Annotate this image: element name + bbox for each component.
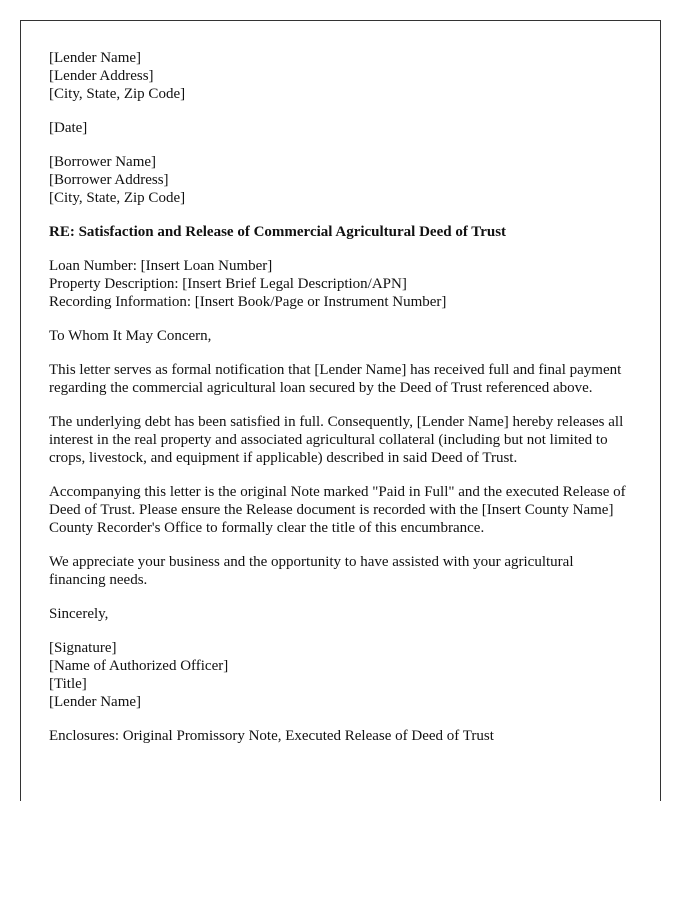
subject-line: RE: Satisfaction and Release of Commercial Agricultural Deed of Trust bbox=[49, 224, 507, 240]
body-paragraph-1: This letter serves as formal notification that [Lender Name] has received full and final payment regarding the commercial agricultural loan secured by the Deed of Trust referenced above. bbox=[49, 362, 622, 396]
borrower-address-block bbox=[49, 153, 632, 207]
signature-block bbox=[49, 639, 632, 711]
letter-page bbox=[20, 20, 661, 801]
lender-city-state-zip: [City, State, Zip Code] bbox=[49, 86, 186, 102]
borrower-address: [Borrower Address] bbox=[49, 172, 169, 188]
salutation: To Whom It May Concern, bbox=[49, 328, 212, 344]
officer-title: [Title] bbox=[49, 676, 87, 692]
body-paragraph-4: We appreciate your business and the opportunity to have assisted with your agricultural financing needs. bbox=[49, 554, 574, 588]
enclosures: Enclosures: Original Promissory Note, Executed Release of Deed of Trust bbox=[49, 728, 494, 744]
lender-name: [Lender Name] bbox=[49, 50, 142, 66]
officer-name: [Name of Authorized Officer] bbox=[49, 658, 229, 674]
signature-lender-name: [Lender Name] bbox=[49, 694, 142, 710]
recording-information: Recording Information: [Insert Book/Page or Instrument Number] bbox=[49, 294, 447, 310]
borrower-name: [Borrower Name] bbox=[49, 154, 157, 170]
signature: [Signature] bbox=[49, 640, 117, 656]
borrower-city-state-zip: [City, State, Zip Code] bbox=[49, 190, 186, 206]
lender-address: [Lender Address] bbox=[49, 68, 154, 84]
loan-number: Loan Number: [Insert Loan Number] bbox=[49, 258, 273, 274]
body-paragraph-2: The underlying debt has been satisfied in full. Consequently, [Lender Name] hereby releases all interest in the real property and associated agricultural collateral (including but not limited to crops, livestock, and equipment if applicable) described in said Deed of Trust. bbox=[49, 414, 624, 466]
property-description: Property Description: [Insert Brief Legal Description/APN] bbox=[49, 276, 407, 292]
letter-date: [Date] bbox=[49, 120, 88, 136]
closing: Sincerely, bbox=[49, 606, 109, 622]
body-paragraph-3: Accompanying this letter is the original Note marked "Paid in Full" and the executed Release of Deed of Trust. Please ensure the Release document is recorded with the [Insert County Name] County Recorder's Office to formally clear the title of this encumbrance. bbox=[49, 484, 626, 536]
reference-block bbox=[49, 257, 632, 311]
lender-address-block bbox=[49, 49, 632, 103]
